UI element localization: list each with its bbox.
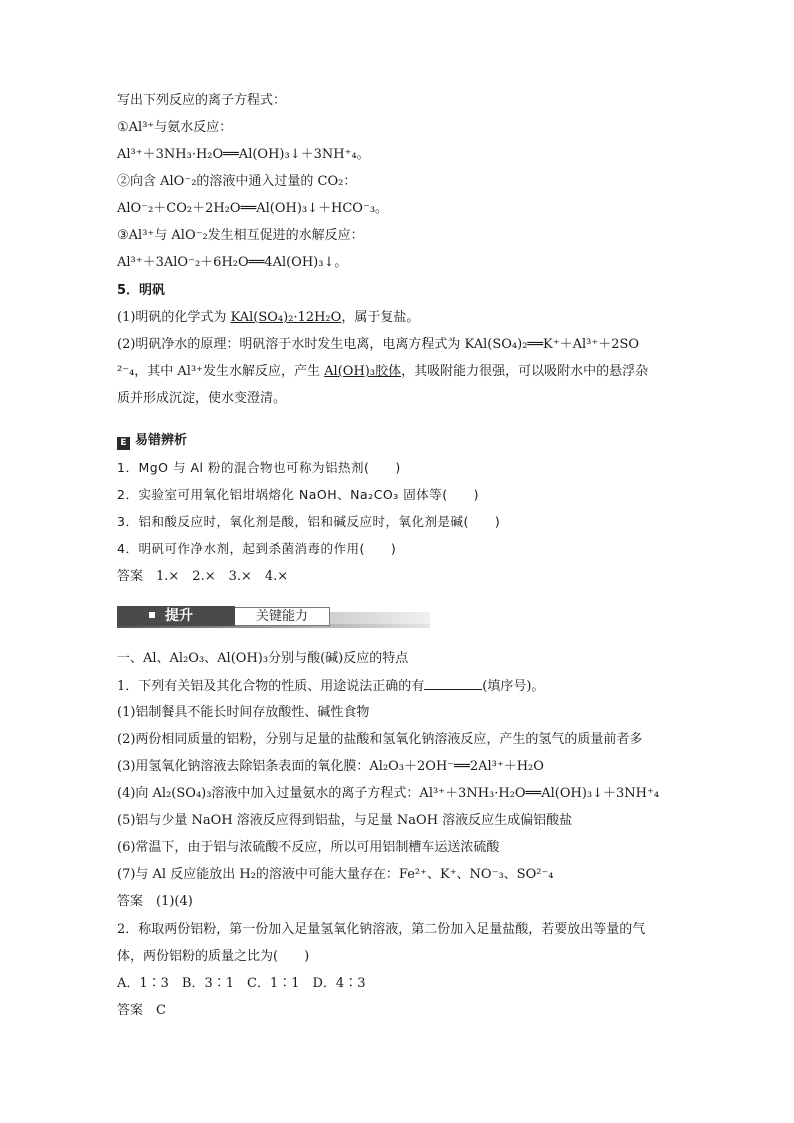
answer-line: 答案 1.× 2.× 3.× 4.× bbox=[117, 569, 289, 584]
yicuo-title: 易错辨析 bbox=[135, 433, 188, 448]
text-line bbox=[117, 363, 648, 381]
question-option: (6)常温下，由于铝与浓硫酸不反应，所以可用铝制槽车运送浓硫酸 bbox=[117, 840, 500, 855]
text-line: ①Al³⁺与氨水反应： bbox=[117, 120, 233, 135]
text-segment: (1)明矾的化学式为 bbox=[117, 310, 231, 325]
banner-light-tab: 关键能力 bbox=[235, 607, 330, 626]
judgement-item: 3．铝和酸反应时，氧化剂是酸，铝和碱反应时，氧化剂是碱( ) bbox=[117, 514, 501, 529]
question-text: (填序号)。 bbox=[482, 679, 545, 694]
text-line: ②向含 AlO⁻₂的溶液中通入过量的 CO₂： bbox=[117, 174, 357, 189]
question-option: (7)与 Al 反应能放出 H₂的溶液中可能大量存在：Fe²⁺、K⁺、NO⁻₃、SO²⁻₄ bbox=[117, 867, 554, 882]
square-icon bbox=[149, 612, 155, 618]
text-line: 写出下列反应的离子方程式： bbox=[117, 93, 287, 108]
question-option: (4)向 Al₂(SO₄)₃溶液中加入过量氨水的离子方程式：Al³⁺＋3NH₃·H₂O══Al(OH)₃↓＋3NH⁺₄ bbox=[117, 786, 660, 801]
text-segment: ，其吸附能力很强，可以吸附水中的悬浮杂 bbox=[401, 364, 649, 379]
question-option: (2)两份相同质量的铝粉，分别与足量的盐酸和氢氧化钠溶液反应，产生的氢气的质量前者多 bbox=[117, 732, 643, 747]
equation-line: Al³⁺＋3NH₃·H₂O══Al(OH)₃↓＋3NH⁺₄。 bbox=[117, 147, 370, 162]
underlined-answer: KAl(SO₄)₂·12H₂O bbox=[230, 310, 342, 325]
question-option: (1)铝制餐具不能长时间存放酸性、碱性食物 bbox=[117, 705, 370, 720]
subsection-heading: 5．明矾 bbox=[117, 283, 166, 298]
question-text: 1．下列有关铝及其化合物的性质、用途说法正确的有 bbox=[117, 679, 425, 694]
banner-tail bbox=[330, 612, 430, 624]
question-stem: 体，两份铝粉的质量之比为( ) bbox=[117, 949, 310, 964]
equation-line: AlO⁻₂＋CO₂＋2H₂O══Al(OH)₃↓＋HCO⁻₃。 bbox=[117, 201, 389, 216]
banner-dark-tab bbox=[117, 606, 235, 626]
answer-line: 答案 C bbox=[117, 1003, 166, 1018]
question-option: (3)用氢氧化钠溶液去除铝条表面的氧化膜：Al₂O₃＋2OH⁻══2Al³⁺＋H₂O bbox=[117, 759, 544, 774]
text-line: 质并形成沉淀，使水变澄清。 bbox=[117, 391, 287, 406]
judgement-item: 1．MgO 与 Al 粉的混合物也可称为铝热剂( ) bbox=[117, 460, 401, 475]
judgement-item: 4．明矾可作净水剂，起到杀菌消毒的作用( ) bbox=[117, 541, 397, 556]
judgement-item: 2．实验室可用氧化铝坩埚熔化 NaOH、Na₂CO₃ 固体等( ) bbox=[117, 487, 480, 502]
question-option: (5)铝与少量 NaOH 溶液反应得到铝盐，与足量 NaOH 溶液反应生成偏铝酸盐 bbox=[117, 813, 573, 828]
equation-line: Al³⁺＋3AlO⁻₂＋6H₂O══4Al(OH)₃↓。 bbox=[117, 255, 348, 270]
section-banner bbox=[117, 606, 430, 626]
yicuo-heading bbox=[117, 432, 187, 450]
question-stem bbox=[117, 677, 544, 696]
text-line: ③Al³⁺与 AlO⁻₂发生相互促进的水解反应： bbox=[117, 228, 364, 243]
text-line bbox=[117, 309, 419, 327]
section-marker-icon: E bbox=[117, 437, 130, 450]
section-heading: 一、Al、Al₂O₃、Al(OH)₃分别与酸(碱)反应的特点 bbox=[117, 651, 409, 666]
banner-dark-label: 提升 bbox=[165, 608, 193, 624]
text-segment: ，属于复盐。 bbox=[341, 310, 420, 325]
question-stem: 2．称取两份铝粉，第一份加入足量氢氧化钠溶液，第二份加入足量盐酸，若要放出等量的气 bbox=[117, 922, 646, 937]
text-line: (2)明矾净水的原理：明矾溶于水时发生电离，电离方程式为 KAl(SO₄)₂══K⁺＋Al³⁺＋2SO bbox=[117, 337, 640, 352]
answer-line: 答案 (1)(4) bbox=[117, 894, 193, 909]
text-segment: ²⁻₄，其中 Al³⁺发生水解反应，产生 bbox=[117, 364, 325, 379]
answer-blank bbox=[424, 677, 482, 690]
underlined-answer: Al(OH)₃胶体 bbox=[324, 364, 402, 379]
question-choices: A．1∶3 B．3∶1 C．1∶1 D．4∶3 bbox=[117, 976, 366, 991]
